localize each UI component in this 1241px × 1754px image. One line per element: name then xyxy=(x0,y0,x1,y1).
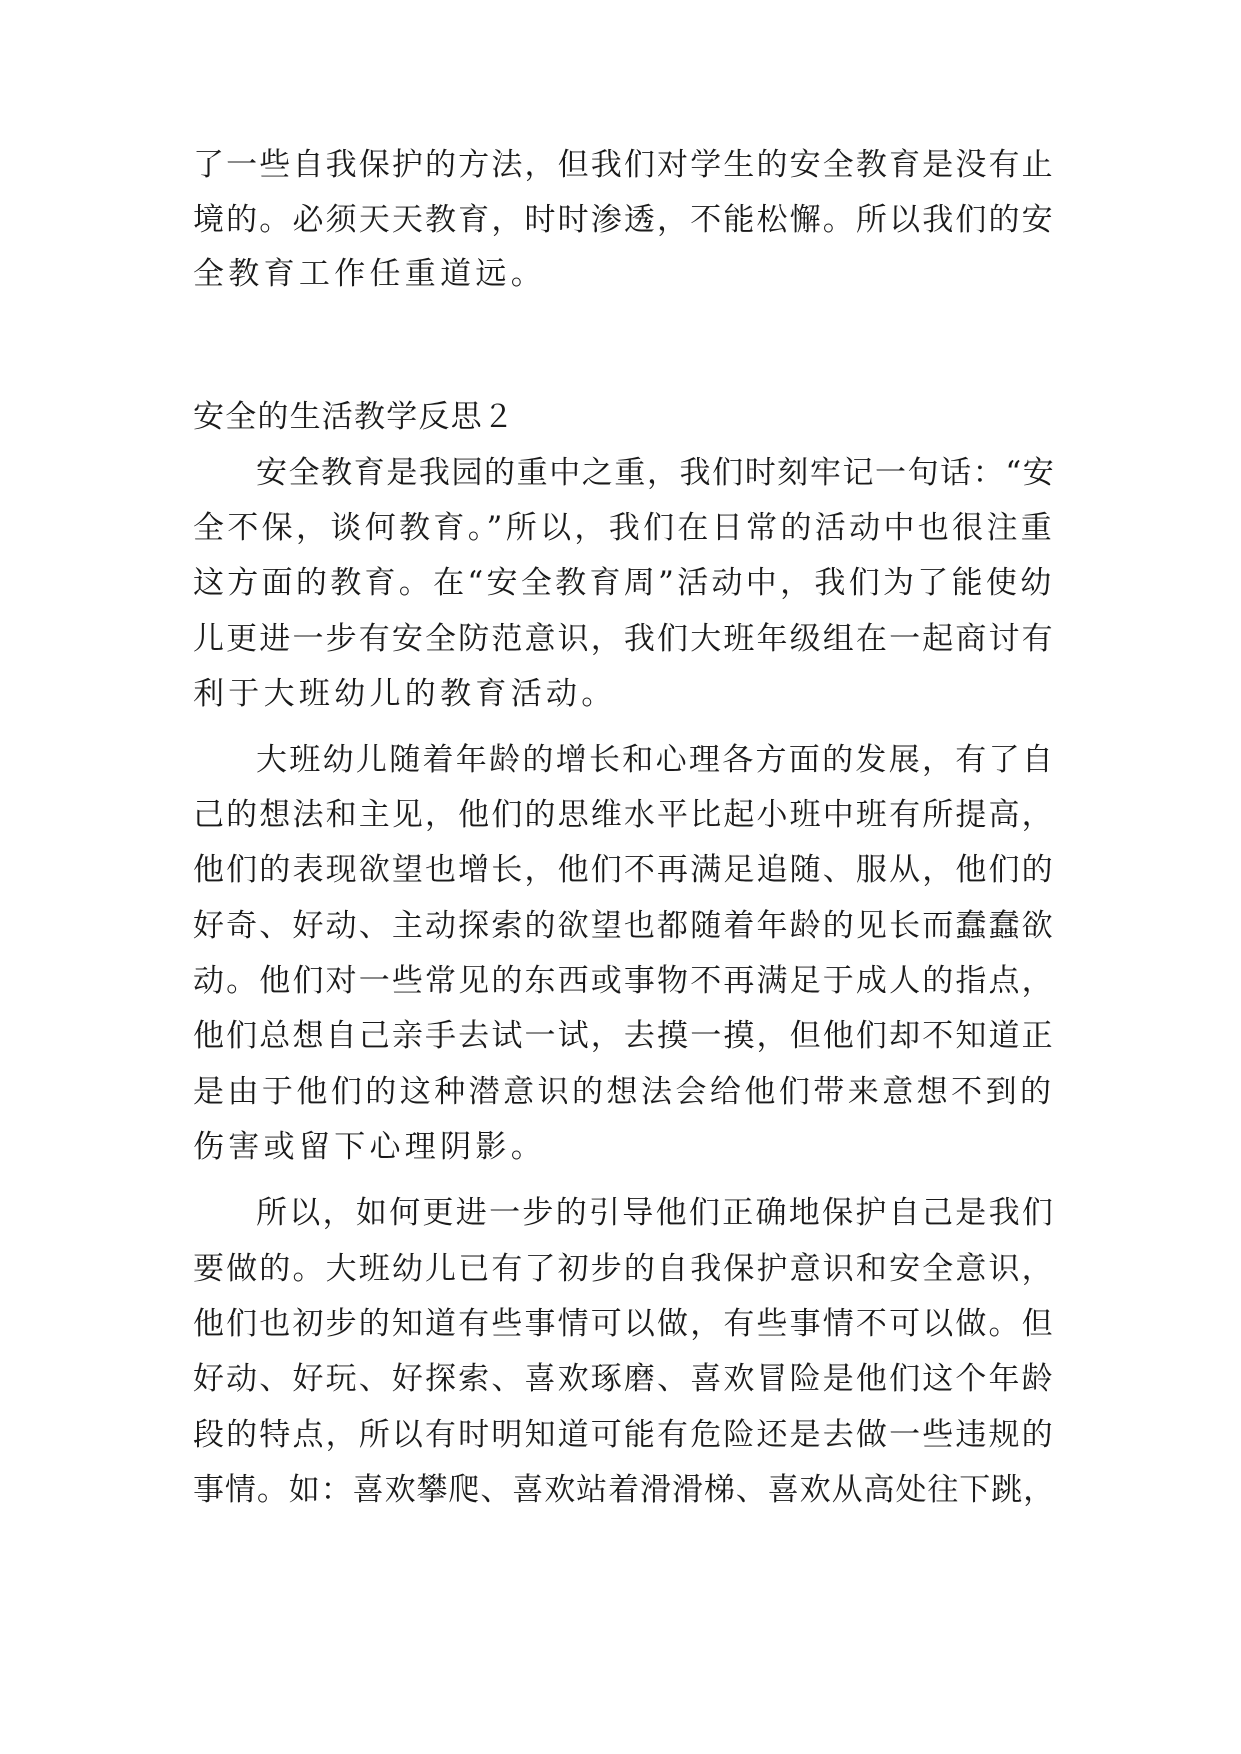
text-line: 全教育工作任重道远。 xyxy=(193,256,546,292)
text-line: 大班幼儿随着年龄的增长和心理各方面的发展，有了自 xyxy=(256,742,1056,778)
text-line: 利于大班幼儿的教育活动。 xyxy=(193,676,617,712)
text-line: 所以，如何更进一步的引导他们正确地保护自己是我们 xyxy=(256,1195,1056,1231)
text-line: 他们也初步的知道有些事情可以做，有些事情不可以做。但 xyxy=(193,1306,1055,1342)
text-line: 他们总想自己亲手去试一试，去摸一摸，但他们却不知道正 xyxy=(193,1018,1055,1054)
text-line: 这方面的教育。在“安全教育周”活动中，我们为了能使幼 xyxy=(193,565,1055,601)
text-line: 他们的表现欲望也增长，他们不再满足追随、服从，他们的 xyxy=(193,852,1055,888)
text-line: 动。他们对一些常见的东西或事物不再满足于成人的指点， xyxy=(193,963,1055,999)
text-line: 儿更进一步有安全防范意识，我们大班年级组在一起商讨有 xyxy=(193,621,1055,657)
text-line: 境的。必须天天教育，时时渗透，不能松懈。所以我们的安 xyxy=(193,202,1055,238)
text-line: 安全教育是我园的重中之重，我们时刻牢记一句话：“安 xyxy=(256,455,1056,491)
text-line: 己的想法和主见，他们的思维水平比起小班中班有所提高， xyxy=(193,797,1055,833)
text-line: 事情。如：喜欢攀爬、喜欢站着滑滑梯、喜欢从高处往下跳， xyxy=(193,1472,1056,1508)
section-title: 安全的生活教学反思２ xyxy=(193,399,515,435)
text-line: 全不保，谈何教育。”所以，我们在日常的活动中也很注重 xyxy=(193,510,1056,546)
text-line: 是由于他们的这种潜意识的想法会给他们带来意想不到的 xyxy=(193,1074,1055,1110)
text-line: 段的特点，所以有时明知道可能有危险还是去做一些违规的 xyxy=(193,1417,1055,1453)
text-line: 好奇、好动、主动探索的欲望也都随着年龄的见长而蠢蠢欲 xyxy=(193,908,1055,944)
text-line: 好动、好玩、好探索、喜欢琢磨、喜欢冒险是他们这个年龄 xyxy=(193,1361,1055,1397)
text-line: 要做的。大班幼儿已有了初步的自我保护意识和安全意识， xyxy=(193,1251,1055,1287)
text-line: 了一些自我保护的方法，但我们对学生的安全教育是没有止 xyxy=(193,147,1055,183)
text-line: 伤害或留下心理阴影。 xyxy=(193,1129,546,1165)
